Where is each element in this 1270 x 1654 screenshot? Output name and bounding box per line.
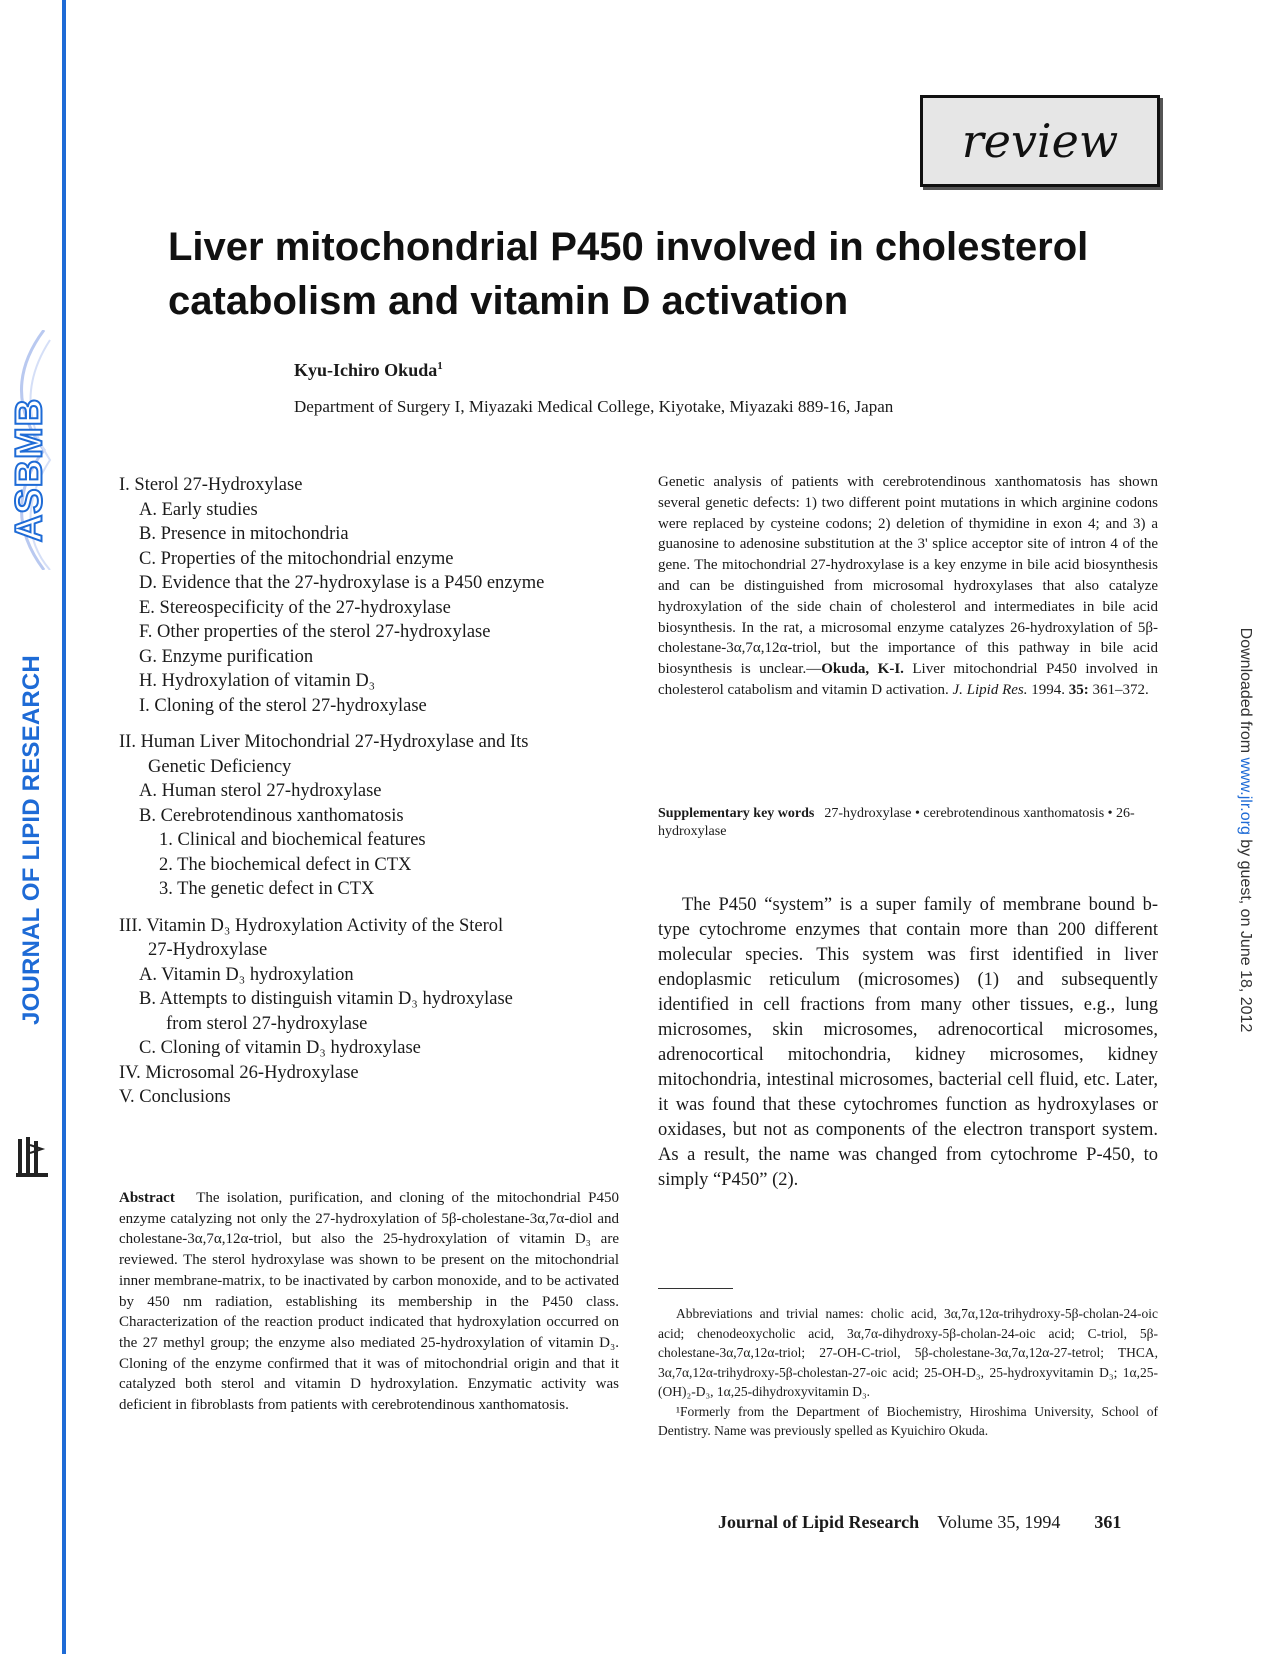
left-blue-rule [62, 0, 66, 1654]
outline-item: E. Stereospecificity of the 27-hydroxylase [139, 597, 451, 618]
outline-item: 1. Clinical and biochemical features [159, 830, 426, 850]
outline-item: 27-Hydroxylase [148, 940, 268, 960]
citation-volume: 35: [1068, 681, 1089, 698]
outline-item: D. Evidence that the 27-hydroxylase is a P450 enzyme [139, 573, 545, 593]
jlr-website-link[interactable]: www.jlr.org [1237, 757, 1254, 835]
review-label: review [961, 114, 1119, 168]
footnote-abbreviations: Abbreviations and trivial names: cholic acid, 3α,7α,12α-trihydroxy-5β-cholan-24-oic acid; chenodeoxycholic acid, 3α,7α-dihydroxy-5β-cholan-24-oic acid; C-triol, 5β-cholestane-3α,7α,12α-triol; 27-OH-C-triol, 5β-cholestane-3α,7α,12α-27-tetrol; THCA, 3α,7α,12α-trihydroxy-5β-cholestan-27-oic acid; 25-OH-D₃, 25-hydroxyvitamin D₃; 1α,25-(OH)₂-D₃, 1α,25-dihydroxyvitamin D₃. [658, 1306, 1158, 1399]
outline-item: III. Vitamin D₃ Hydroxylation Activity of the Sterol [119, 915, 504, 936]
keywords-label: Supplementary key words [658, 806, 815, 821]
outline-item: from sterol 27-hydroxylase [166, 1013, 368, 1034]
citation-pages: 361–372. [1088, 681, 1149, 698]
outline-item: B. Attempts to distinguish vitamin D₃ hydroxylase [139, 989, 513, 1009]
outline-item: I. Cloning of the sterol 27-hydroxylase [139, 695, 427, 716]
abstract-summary [658, 472, 1158, 701]
table-of-contents [119, 473, 639, 1110]
author-affiliation: Department of Surgery I, Miyazaki Medical College, Kiyotake, Miyazaki 889-16, Japan [294, 397, 894, 416]
outline-item: I. Sterol 27-Hydroxylase [119, 475, 303, 495]
author-footnote-marker: 1 [437, 360, 443, 372]
outline-item: II. Human Liver Mitochondrial 27-Hydroxylase and Its [119, 732, 529, 752]
footnote-divider [658, 1288, 733, 1289]
author-name: Kyu-Ichiro Okuda [294, 360, 438, 380]
abstract-label: Abstract [119, 1190, 175, 1206]
review-label-box [920, 95, 1160, 187]
outline-item: 2. The biochemical defect in CTX [159, 854, 412, 875]
outline-item: 3. The genetic defect in CTX [159, 879, 375, 899]
outline-item: Genetic Deficiency [148, 756, 292, 777]
footer-journal-name: Journal of Lipid Research [718, 1512, 920, 1532]
intro-paragraph: The P450 “system” is a super family of membrane bound b-type cytochrome enzymes that contain more than 200 different molecular species. This system was first identified in liver endoplasmic reticulum (microsomes) (1) and subsequently identified in cell fractions from many other tissues, e.g., lung microsomes, skin microsomes, adrenocortical microsomes, adrenocortical mitochondria, kidney microsomes, kidney mitochondria, intestinal microsomes, bacterial cell fluid, etc. Later, it was found that these cytochromes function as hydroxylases or oxidases, but not as components of the electron transport system. As a result, the name was changed from cytochrome P-450, to simply “P450” (2). [658, 895, 1158, 1190]
outline-item: A. Early studies [139, 499, 258, 520]
page-footer [718, 1512, 1121, 1533]
outline-item: B. Cerebrotendinous xanthomatosis [139, 805, 404, 826]
citation-author: Okuda, K-I. [821, 661, 904, 678]
outline-item: V. Conclusions [119, 1087, 231, 1107]
outline-item: IV. Microsomal 26-Hydroxylase [119, 1062, 359, 1083]
outline-item: B. Presence in mitochondria [139, 524, 349, 544]
abstract-text: The isolation, purification, and cloning of the mitochondrial P450 enzyme catalyzing not only the 27-hydroxylation of 5β-cholestane-3α,7α-diol and cholestane-3α,7α,12α-triol, but also the 25-hydroxylation of vitamin D₃ are reviewed. The sterol hydroxylase was shown to be present on the mitochondrial inner membrane-matrix, to be inactivated by carbon monoxide, and to be activated by 450 nm radiation, establishing its membership in the P450 class. Characterization of the reaction product indicated that hydroxylation occurred on the 27 methyl group; the enzyme also mediated 25-hydroxylation of vitamin D₃. Cloning of the enzyme confirmed that it was of mitochondrial origin and that it catalyzed both sterol and vitamin D hydroxylation. Enzymatic activity was deficient in fibroblasts from patients with cerebrotendinous xanthomatosis. [119, 1190, 620, 1414]
outline-item: C. Cloning of vitamin D₃ hydroxylase [139, 1038, 421, 1058]
outline-item: A. Vitamin D₃ hydroxylation [139, 964, 354, 985]
keywords-text: 27-hydroxylase • cerebrotendinous xanthomatosis • 26-hydroxylase [658, 806, 1135, 839]
citation-year: 1994. [1027, 681, 1069, 698]
citation-journal: J. Lipid Res. [952, 681, 1028, 698]
summary-text: Genetic analysis of patients with cerebrotendinous xanthomatosis has shown several genetic defects: 1) two different point mutations in which arginine codons were replaced by cysteine codons; 2) deletion of thymidine in exon 4; and 3) a guanosine to adenosine substitution at the 3' splice acceptor site of intron 4 of the gene. The mitochondrial 27-hydroxylase is a key enzyme in bile acid biosynthesis and can be distinguished from microsomal hydroxylases that also catalyze hydroxylation of the side chain of cholesterol and intermediates in bile acid biosynthesis. In the rat, a microsomal enzyme catalyzes 26-hydroxylation of 5β-cholestane-3α,7α,12α-triol, but the importance of this pathway in bile acid biosynthesis is unclear.— [658, 474, 1158, 678]
jlr-logo-icon [14, 1135, 50, 1179]
citation-title: Liver mitochondrial P450 involved in cholesterol catabolism and vitamin D activation. [658, 661, 1158, 698]
supplementary-keywords [658, 805, 1158, 841]
outline-item: G. Enzyme purification [139, 646, 314, 667]
article-title: Liver mitochondrial P450 involved in cholesterol catabolism and vitamin D activation [168, 225, 1089, 323]
footnotes [658, 1304, 1158, 1441]
outline-item: A. Human sterol 27-hydroxylase [139, 781, 382, 801]
download-note [1236, 628, 1254, 1033]
footer-volume: Volume 35, 1994 [937, 1512, 1061, 1532]
footnote-author-note: ¹Formerly from the Department of Biochemistry, Hiroshima University, School of Dentistry. Name was previously spelled as Kyuichiro Okuda. [658, 1403, 1158, 1438]
journal-vertical-title: JOURNAL OF LIPID RESEARCH [18, 655, 45, 1025]
outline-item: C. Properties of the mitochondrial enzyme [139, 548, 454, 569]
author-line [294, 360, 443, 381]
page-number: 361 [1094, 1512, 1122, 1532]
abstract [119, 1188, 619, 1416]
asbmb-logo: ASBMB [8, 397, 51, 543]
download-note-suffix: by guest, on June 18, 2012 [1237, 834, 1254, 1033]
outline-item: F. Other properties of the sterol 27-hydroxylase [139, 622, 491, 642]
outline-item: H. Hydroxylation of vitamin D₃ [139, 671, 376, 691]
download-note-prefix: Downloaded from [1237, 627, 1254, 758]
